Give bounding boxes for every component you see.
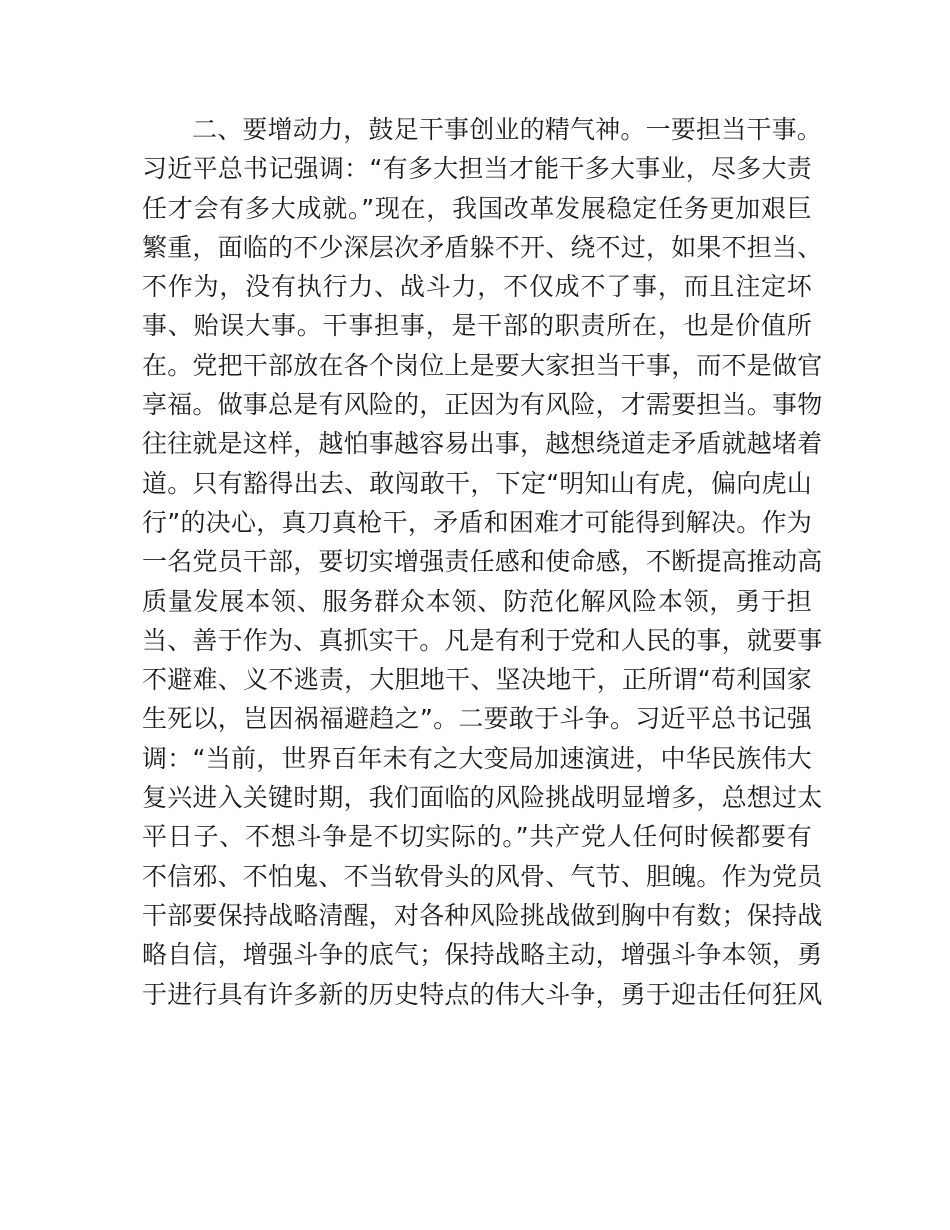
paragraph-line: 略自信，增强斗争的底气；保持战略主动，增强斗争本领，勇 <box>142 940 823 970</box>
paragraph-line: 不作为，没有执行力、战斗力，不仅成不了事，而且注定坏 <box>142 272 812 302</box>
paragraph-line: 道。只有豁得出去、敢闯敢干，下定“明知山有虎，偏向虎山 <box>142 468 812 498</box>
paragraph-line: 二、要增动力，鼓足干事创业的精气神。一要担当干事。 <box>192 115 823 144</box>
paragraph-line: 在。党把干部放在各个岗位上是要大家担当干事，而不是做官 <box>142 350 823 380</box>
paragraph-line: 质量发展本领、服务群众本领、防范化解风险本领，勇于担 <box>142 586 812 616</box>
paragraph-line: 往往就是这样，越怕事越容易出事，越想绕道走矛盾就越堵着 <box>142 429 823 459</box>
paragraph-line: 行”的决心，真刀真枪干，矛盾和困难才可能得到解决。作为 <box>142 507 812 537</box>
paragraph-line: 于进行具有许多新的历史特点的伟大斗争，勇于迎击任何狂风 <box>142 979 823 1009</box>
body-paragraph <box>142 110 823 1014</box>
paragraph-line: 平日子、不想斗争是不切实际的。”共产党人任何时候都要有 <box>142 822 812 852</box>
paragraph-line: 习近平总书记强调：“有多大担当才能干多大事业，尽多大责 <box>142 154 812 184</box>
paragraph-line: 调：“当前，世界百年未有之大变局加速演进，中华民族伟大 <box>142 743 812 773</box>
paragraph-line: 生死以，岂因祸福避趋之”。二要敢于斗争。习近平总书记强 <box>142 704 812 734</box>
paragraph-line: 一名党员干部，要切实增强责任感和使命感，不断提高推动高 <box>142 547 823 577</box>
paragraph-line: 复兴进入关键时期，我们面临的风险挑战明显增多，总想过太 <box>142 783 823 813</box>
paragraph-line: 干部要保持战略清醒，对各种风险挑战做到胸中有数；保持战 <box>142 900 823 930</box>
paragraph-line: 不避难、义不逃责，大胆地干、坚决地干，正所谓“苟利国家 <box>142 665 812 695</box>
paragraph-line: 事、贻误大事。干事担事，是干部的职责所在，也是价值所 <box>142 311 812 341</box>
paragraph-line: 繁重，面临的不少深层次矛盾躲不开、绕不过，如果不担当、 <box>142 232 823 262</box>
paragraph-line: 任才会有多大成就。”现在，我国改革发展稳定任务更加艰巨 <box>142 193 812 223</box>
paragraph-line: 享福。做事总是有风险的，正因为有风险，才需要担当。事物 <box>142 390 823 420</box>
paragraph-line: 不信邪、不怕鬼、不当软骨头的风骨、气节、胆魄。作为党员 <box>142 861 823 891</box>
paragraph-line: 当、善于作为、真抓实干。凡是有利于党和人民的事，就要事 <box>142 625 823 655</box>
